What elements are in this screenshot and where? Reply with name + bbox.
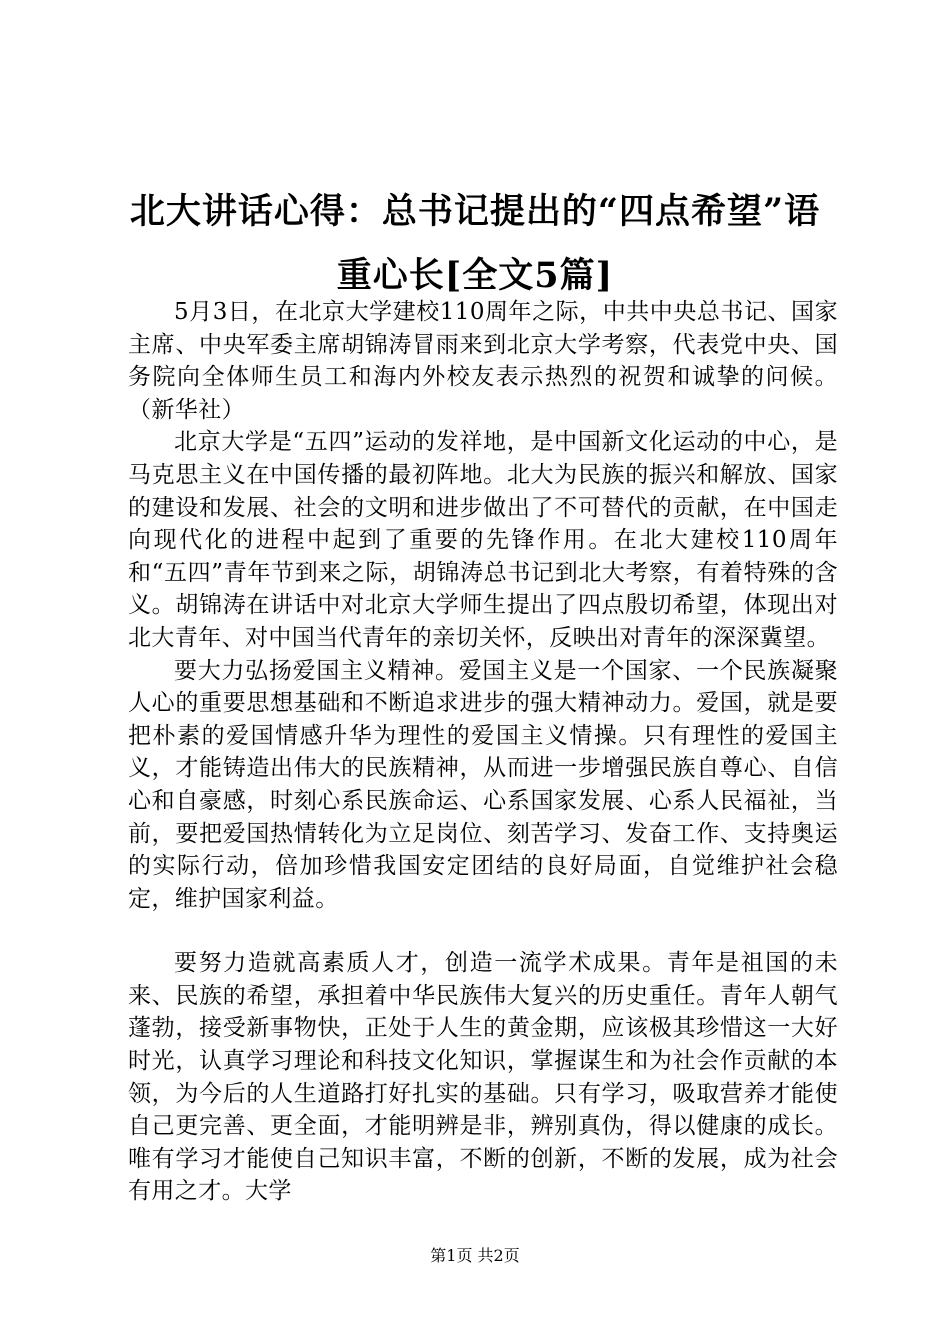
- paragraph-3: 要大力弘扬爱国主义精神。爱国主义是一个国家、一个民族凝聚人心的重要思想基础和不断追求进步的强大精神动力。爱国，就是要把朴素的爱国情感升华为理性的爱国主义情操。只有理性的爱国主义，才能铸造出伟大的民族精神，从而进一步增强民族自尊心、自信心和自豪感，时刻心系民族命运、心系国家发展、心系人民福祉，当前，要把爱国热情转化为立足岗位、刻苦学习、发奋工作、支持奥运的实际行动，倍加珍惜我国安定团结的良好局面，自觉维护社会稳定，维护国家利益。: [128, 657, 838, 912]
- document-title: [110, 180, 840, 308]
- paragraph-2: 北京大学是“五四”运动的发祥地，是中国新文化运动的中心，是马克思主义在中国传播的最初阵地。北大为民族的振兴和解放、国家的建设和发展、社会的文明和进步做出了不可替代的贡献，在中国走向现代化的进程中起到了重要的先锋作用。在北大建校110周年和“五四”青年节到来之际，胡锦涛总书记到北大考察，有着特殊的含义。胡锦涛在讲话中对北京大学师生提出了四点殷切希望，体现出对北大青年、对中国当代青年的亲切关怀，反映出对青年的深深冀望。: [128, 429, 838, 651]
- paragraph-1: 5月3日，在北京大学建校110周年之际，中共中央总书记、国家主席、中央军委主席胡锦涛冒雨来到北京大学考察，代表党中央、国务院向全体师生员工和海内外校友表示热烈的祝贺和诚挚的问候。（新华社）: [128, 299, 838, 423]
- paragraph-4: 要努力造就高素质人才，创造一流学术成果。青年是祖国的未来、民族的希望，承担着中华民族伟大复兴的历史重任。青年人朝气蓬勃，接受新事物快，正处于人生的黄金期，应该极其珍惜这一大好时光，认真学习理论和科技文化知识，掌握谋生和为社会作贡献的本领，为今后的人生道路打好扎实的基础。只有学习，吸取营养才能使自己更完善、更全面，才能明辨是非，辨别真伪，得以健康的成长。唯有学习才能使自己知识丰富，不断的创新，不断的发展，成为社会有用之才。大学: [128, 950, 838, 1205]
- page-number-footer: 第1页 共2页: [430, 1246, 520, 1265]
- title-line-2: 重心长[全文5篇]: [336, 255, 614, 296]
- title-line-1: 北大讲话心得：总书记提出的“四点希望”语: [129, 191, 821, 232]
- document-body: [128, 296, 838, 1208]
